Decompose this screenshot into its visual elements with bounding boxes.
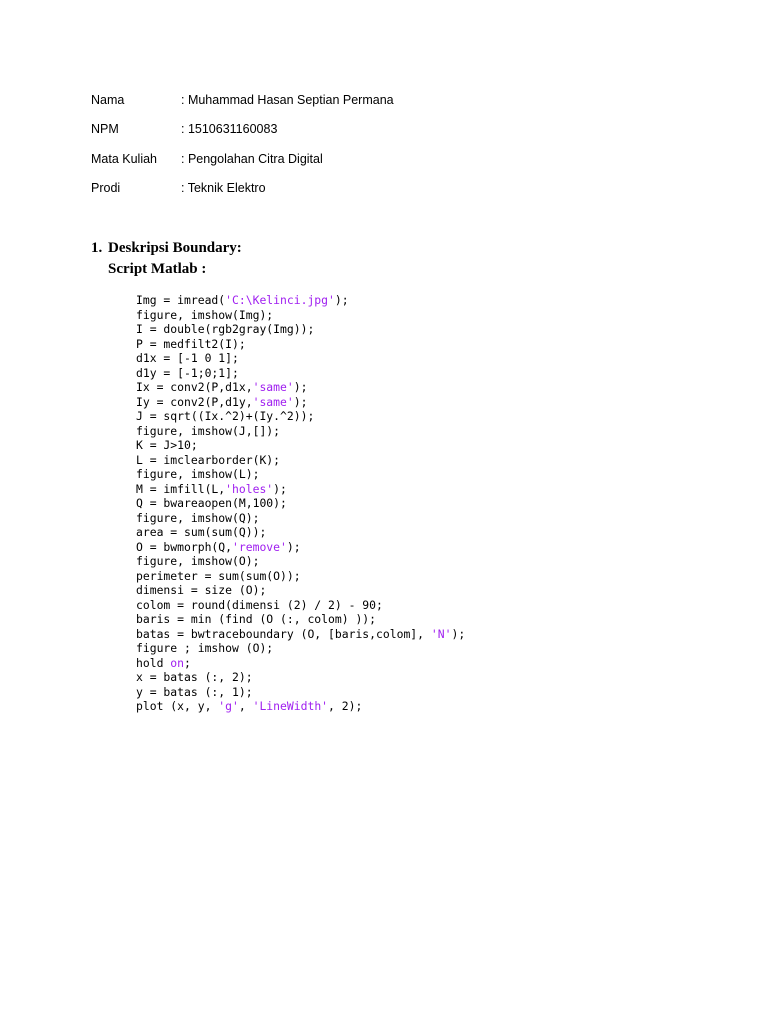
code-token: baris = min (find (O (:, colom) ));	[136, 612, 377, 626]
section-title: Deskripsi Boundary:	[108, 240, 242, 256]
code-token: dimensi = size (O);	[136, 583, 267, 597]
code-string-literal: 'holes'	[225, 481, 274, 496]
code-token: L = imclearborder(K);	[136, 452, 281, 467]
code-line	[136, 409, 465, 424]
info-value: : 1510631160083	[181, 122, 278, 136]
code-line	[136, 699, 465, 714]
section-subtitle: Script Matlab :	[108, 261, 207, 277]
code-line	[136, 395, 465, 410]
info-label: Mata Kuliah	[91, 152, 158, 166]
code-token: , 2);	[328, 699, 363, 713]
code-line	[136, 554, 465, 569]
info-label: Nama	[91, 93, 125, 107]
section-heading	[91, 239, 242, 257]
code-line	[136, 569, 465, 584]
code-line	[136, 511, 465, 526]
code-token: );	[293, 380, 308, 394]
matlab-code-block	[136, 293, 465, 714]
code-line	[136, 293, 465, 308]
code-token: );	[334, 293, 349, 307]
code-token: Img = imread(	[136, 293, 226, 307]
code-token: d1y = [-1;0;1];	[136, 365, 239, 380]
code-token: ,	[238, 699, 253, 713]
code-line	[136, 351, 465, 366]
code-line	[136, 612, 465, 627]
code-token: ;	[184, 655, 191, 670]
code-token: I = double(rgb2gray(Img));	[136, 322, 315, 336]
code-token: O = bwmorph(Q,	[136, 539, 233, 554]
code-line	[136, 424, 465, 439]
code-string-literal: 'remove'	[232, 539, 287, 554]
section-number: 1.	[91, 240, 103, 256]
code-token: figure, imshow(L);	[136, 467, 260, 481]
code-line	[136, 540, 465, 555]
code-token: plot (x, y,	[136, 699, 219, 713]
info-label: Prodi	[91, 181, 121, 195]
code-line	[136, 482, 465, 497]
code-line	[136, 525, 465, 540]
code-line	[136, 641, 465, 656]
code-string-literal: 'g'	[218, 699, 239, 713]
code-token: Ix = conv2(P,d1x,	[136, 380, 253, 394]
code-token: area = sum(sum(Q));	[136, 525, 267, 539]
code-token: d1x = [-1 0 1];	[136, 351, 239, 365]
code-line	[136, 598, 465, 613]
info-value: : Pengolahan Citra Digital	[181, 152, 323, 166]
code-line	[136, 467, 465, 482]
code-token: J = sqrt((Ix.^2)+(Iy.^2));	[136, 409, 315, 423]
code-line	[136, 583, 465, 598]
code-line	[136, 656, 465, 671]
info-value: : Muhammad Hasan Septian Permana	[181, 93, 394, 107]
code-line	[136, 337, 465, 352]
code-line	[136, 322, 465, 337]
code-token: Iy = conv2(P,d1y,	[136, 394, 253, 409]
code-string-literal: 'LineWidth'	[252, 699, 329, 713]
code-line	[136, 308, 465, 323]
code-token: figure, imshow(J,[]);	[136, 423, 281, 438]
code-string-literal: 'C:\Kelinci.jpg'	[225, 293, 335, 307]
code-token: y = batas (:, 1);	[136, 684, 253, 699]
code-line	[136, 670, 465, 685]
code-token: );	[273, 481, 287, 496]
code-token: figure, imshow(Img);	[136, 307, 274, 322]
code-token: );	[286, 539, 301, 554]
code-string-literal: 'N'	[430, 626, 452, 641]
code-token: Q = bwareaopen(M,100);	[136, 496, 287, 510]
code-token: figure ; imshow (O);	[136, 641, 274, 655]
code-token: );	[451, 626, 466, 641]
code-line	[136, 627, 465, 642]
code-token: P = medfilt2(I);	[136, 336, 246, 351]
code-token: perimeter = sum(sum(O));	[136, 568, 301, 583]
code-token: colom = round(dimensi (2) / 2) - 90;	[136, 597, 383, 612]
code-line	[136, 685, 465, 700]
code-token: K = J>10;	[136, 438, 198, 452]
code-token: M = imfill(L,	[136, 481, 226, 496]
code-line	[136, 453, 465, 468]
code-token: hold	[136, 655, 171, 670]
code-token: x = batas (:, 2);	[136, 670, 253, 684]
code-token: figure, imshow(O);	[136, 554, 260, 568]
info-label: NPM	[91, 122, 119, 136]
code-string-literal: 'same'	[252, 394, 294, 409]
code-token: figure, imshow(Q);	[136, 510, 260, 525]
code-line	[136, 380, 465, 395]
code-line	[136, 438, 465, 453]
code-line	[136, 366, 465, 381]
code-string-literal: 'same'	[252, 380, 294, 394]
info-value: : Teknik Elektro	[181, 181, 266, 195]
code-string-literal: on	[170, 655, 185, 670]
code-line	[136, 496, 465, 511]
code-token: batas = bwtraceboundary (O, [baris,colom],	[136, 626, 431, 641]
code-token: );	[293, 394, 308, 409]
